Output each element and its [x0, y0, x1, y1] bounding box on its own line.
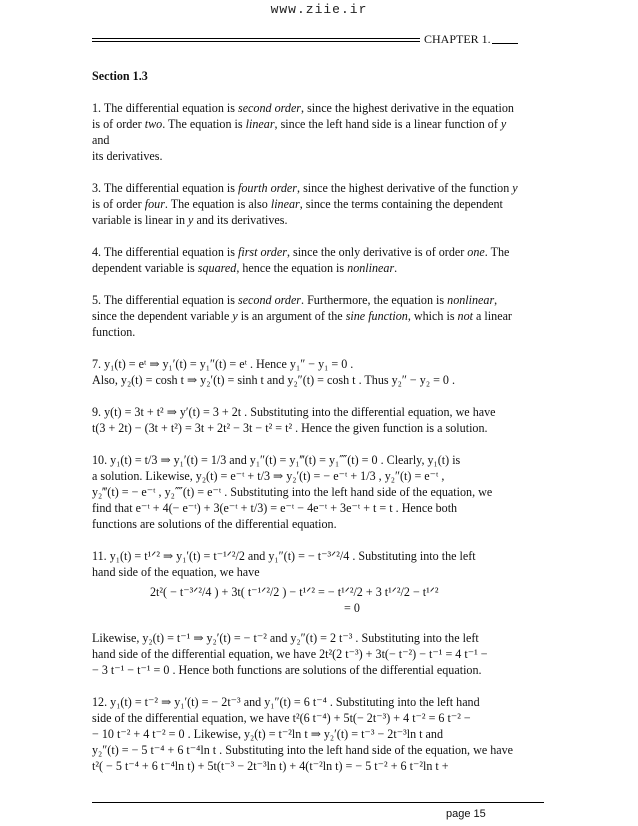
text-line	[92, 180, 548, 196]
chapter-label: CHAPTER 1.	[424, 32, 491, 46]
header-rule-tail	[492, 43, 518, 44]
text-line	[92, 260, 548, 276]
emphasis: linear	[270, 197, 300, 211]
text: 4. The differential equation is	[92, 245, 238, 259]
text: since the dependent variable	[92, 309, 233, 323]
emphasis: one	[467, 245, 485, 259]
math-line: functions are solutions of the differential equation.	[92, 517, 337, 531]
text-line	[92, 292, 548, 308]
text: dependent variable is	[92, 261, 198, 275]
text: , hence the equation is	[236, 261, 348, 275]
math-line: side of the differential equation, we have t²(6 t⁻⁴) + 5t(− 2t⁻³) + 4 t⁻² = 6 t⁻² −	[92, 711, 471, 725]
text: is of order	[92, 117, 145, 131]
emphasis: second order	[237, 293, 302, 307]
math-var: y	[232, 309, 238, 323]
text-line: and	[92, 133, 110, 147]
math-line: a solution. Likewise, y₂(t) = e⁻ᵗ + t/3 ⇒ y₂′(t) = − e⁻ᵗ + 1/3 , y₂″(t) = e⁻ᵗ ,	[92, 469, 445, 483]
text: 5. The differential equation is	[92, 293, 238, 307]
emphasis: second order	[237, 101, 302, 115]
header-rule	[92, 38, 420, 39]
text: . Furthermore, the equation is	[301, 293, 448, 307]
emphasis: linear	[245, 117, 275, 131]
text: . The equation is	[162, 117, 246, 131]
text-line: function.	[92, 325, 136, 339]
math-var: y	[500, 117, 507, 131]
problem-5	[92, 292, 548, 340]
math-var: y	[512, 181, 518, 195]
text-line	[92, 100, 548, 116]
text-line	[92, 116, 548, 132]
text: variable is linear in	[92, 213, 189, 227]
text: , since the left hand side is a linear function of	[274, 117, 501, 131]
problem-3	[92, 180, 548, 228]
math-line: Also, y₂(t) = cosh t ⇒ y₂′(t) = sinh t and y₂″(t) = cosh t . Thus y₂″ − y₂ = 0 .	[92, 373, 456, 387]
emphasis: sine function	[345, 309, 408, 323]
emphasis: first order	[237, 245, 287, 259]
text: a linear	[473, 309, 512, 323]
text-line	[92, 212, 548, 228]
math-line: t(3 + 2t) − (3t + t²) = 3t + 2t² − 3t − t² = t² . Hence the given function is a solution.	[92, 421, 488, 435]
text: 1. The differential equation is	[92, 101, 238, 115]
text: and its derivatives.	[193, 213, 288, 227]
text: , since the only derivative is of order	[286, 245, 468, 259]
math-line: − 10 t⁻² + 4 t⁻² = 0 . Likewise, y₂(t) = t⁻²ln t ⇒ y₂′(t) = t⁻³ − 2t⁻³ln t and	[92, 727, 444, 741]
emphasis: not	[457, 309, 474, 323]
math-line: Likewise, y₂(t) = t⁻¹ ⇒ y₂′(t) = − t⁻² and y₂″(t) = 2 t⁻³ . Substituting into the left	[92, 631, 479, 645]
text-line: its derivatives.	[92, 149, 163, 163]
math-var: y	[188, 213, 194, 227]
problem-9	[92, 404, 548, 436]
emphasis: two	[144, 117, 163, 131]
math-line: t²( − 5 t⁻⁴ + 6 t⁻⁴ln t) + 5t(t⁻³ − 2t⁻³ln t) + 4(t⁻²ln t) = − 5 t⁻² + 6 t⁻²ln t +	[92, 759, 449, 773]
text: . The equation is also	[164, 197, 271, 211]
emphasis: squared	[197, 261, 237, 275]
text: ,	[494, 293, 498, 307]
display-equation-result: = 0	[344, 601, 360, 615]
math-line: − 3 t⁻¹ − t⁻¹ = 0 . Hence both functions are solutions of the differential equation.	[92, 663, 482, 677]
emphasis: nonlinear	[347, 261, 395, 275]
math-line: y₂‴(t) = − e⁻ᵗ , y₂⁗(t) = e⁻ᵗ . Substituting into the left hand side of the equation, we	[92, 485, 493, 499]
math-line: 11. y₁(t) = t¹ᐟ² ⇒ y₁′(t) = t⁻¹ᐟ²/2 and y₁″(t) = − t⁻³ᐟ²/4 . Substituting into the left	[92, 549, 476, 563]
footer-rule	[92, 802, 544, 803]
text: is an argument of the	[237, 309, 346, 323]
math-line: 7. y₁(t) = eᵗ ⇒ y₁′(t) = y₁″(t) = eᵗ . Hence y₁″ − y₁ = 0 .	[92, 357, 354, 371]
problem-1	[92, 100, 548, 164]
text: , since the highest derivative of the function	[297, 181, 513, 195]
display-equation: 2t²( − t⁻³ᐟ²/4 ) + 3t( t⁻¹ᐟ²/2 ) − t¹ᐟ² = − t¹ᐟ²/2 + 3 t¹ᐟ²/2 − t¹ᐟ²	[150, 585, 439, 599]
section-title: Section 1.3	[92, 69, 148, 83]
text-line	[92, 244, 548, 260]
text: is of order	[92, 197, 145, 211]
problem-11	[92, 548, 548, 678]
problem-12	[92, 694, 548, 774]
math-line: hand side of the equation, we have	[92, 565, 260, 579]
text: .	[394, 261, 398, 275]
math-line: 12. y₁(t) = t⁻² ⇒ y₁′(t) = − 2t⁻³ and y₁″(t) = 6 t⁻⁴ . Substituting into the left hand	[92, 695, 480, 709]
header-rule	[92, 41, 420, 42]
text-line	[92, 196, 548, 212]
emphasis: four	[144, 197, 165, 211]
math-line: 10. y₁(t) = t/3 ⇒ y₁′(t) = 1/3 and y₁″(t) = y₁‴(t) = y₁⁗(t) = 0 . Clearly, y₁(t) is	[92, 453, 461, 467]
math-line: find that e⁻ᵗ + 4(− e⁻ᵗ) + 3(e⁻ᵗ + t/3) = e⁻ᵗ − 4e⁻ᵗ + 3e⁻ᵗ + t = t . Hence both	[92, 501, 458, 515]
problem-10	[92, 452, 548, 532]
math-line: 9. y(t) = 3t + t² ⇒ y′(t) = 3 + 2t . Substituting into the differential equation, we have	[92, 405, 496, 419]
math-line: y₂″(t) = − 5 t⁻⁴ + 6 t⁻⁴ln t . Substituting into the left hand side of the equation, we have	[92, 743, 514, 757]
emphasis: nonlinear	[447, 293, 495, 307]
watermark: www.ziie.ir	[270, 2, 368, 17]
problem-4	[92, 244, 548, 276]
text: , since the terms containing the dependent	[299, 197, 503, 211]
page-header	[92, 32, 518, 50]
text: 3. The differential equation is	[92, 181, 238, 195]
text: , since the highest derivative in the equation	[301, 101, 514, 115]
page-number: page 15	[446, 808, 486, 820]
page-body	[92, 68, 548, 790]
text-line	[92, 308, 548, 324]
text: . The	[484, 245, 510, 259]
text: , which is	[407, 309, 458, 323]
emphasis: fourth order	[237, 181, 298, 195]
problem-7	[92, 356, 548, 388]
math-line: hand side of the differential equation, we have 2t²(2 t⁻³) + 3t(− t⁻²) − t⁻¹ = 4 t⁻¹ −	[92, 647, 488, 661]
